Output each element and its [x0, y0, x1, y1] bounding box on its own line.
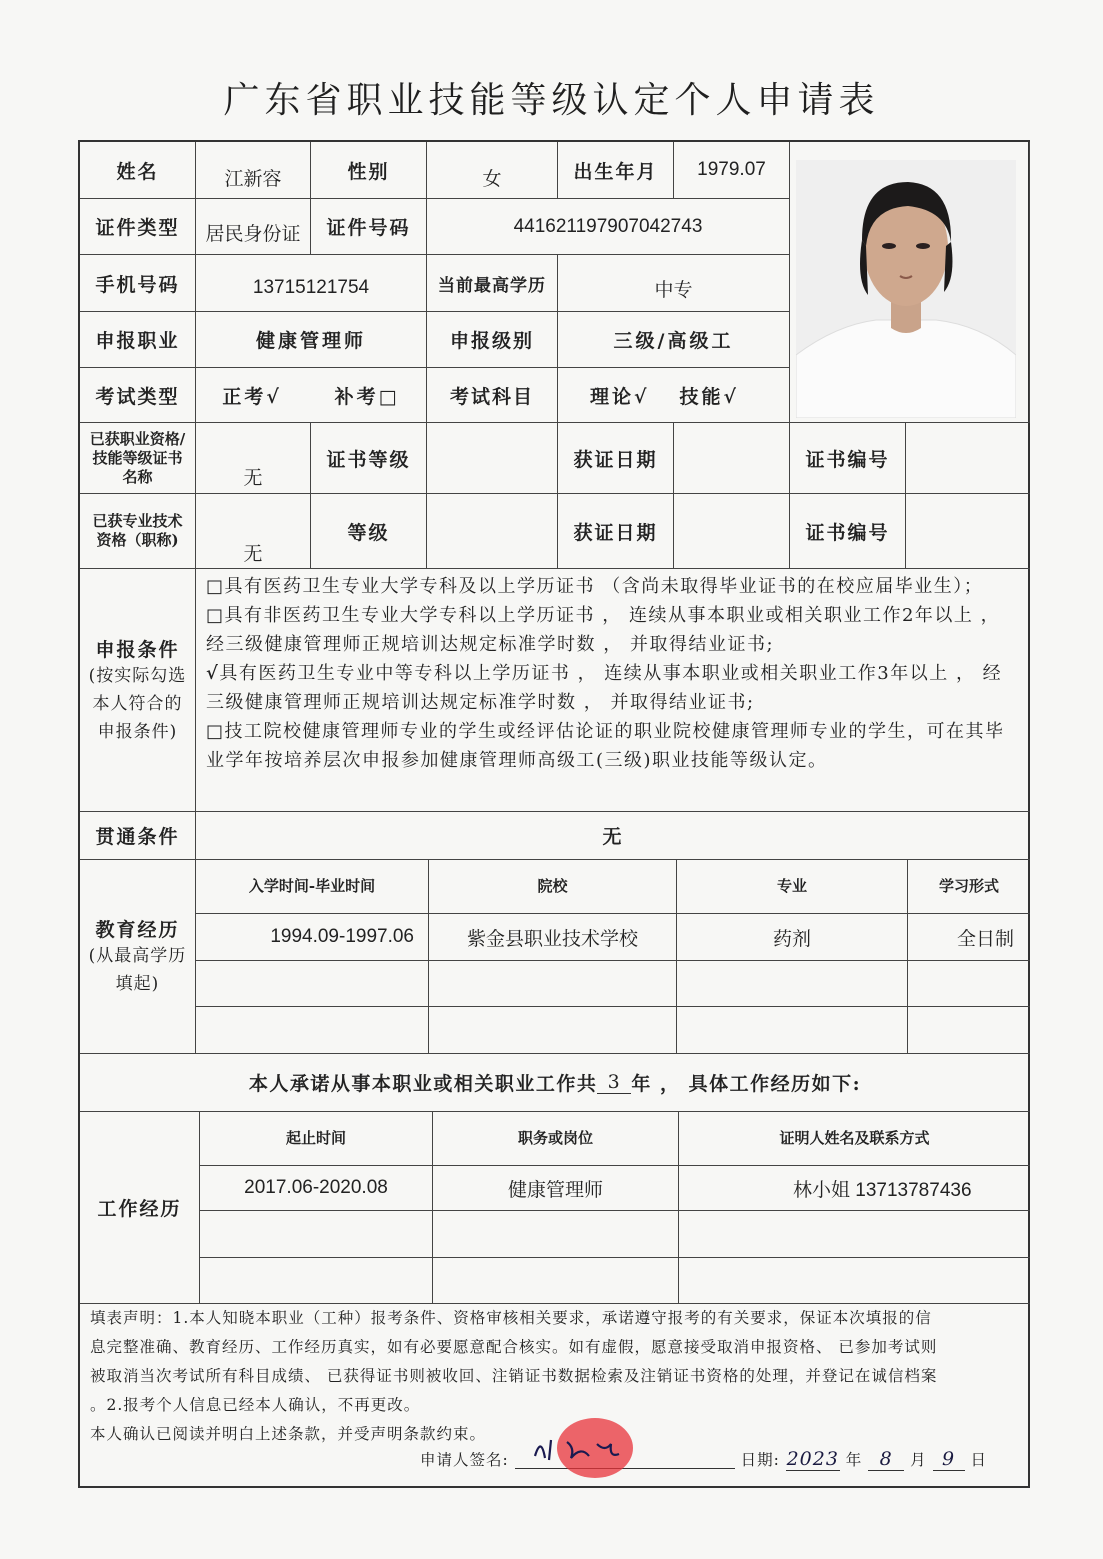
name-label: 姓名 — [80, 142, 196, 199]
edu-header-school: 院校 — [429, 860, 677, 914]
education-title: 教育经历 — [95, 919, 180, 941]
applicant-photo — [796, 160, 1016, 418]
id-type-value: 居民身份证 — [196, 199, 311, 255]
edu-row-2-school — [429, 961, 677, 1007]
edu-header-mode: 学习形式 — [908, 860, 1030, 914]
edu-header-period: 入学时间-毕业时间 — [196, 860, 429, 914]
conditions-label-cell — [80, 569, 196, 812]
edu-row-3-school — [429, 1007, 677, 1054]
declaration-line-1: 填表声明：1.本人知晓本职业（工种）报考条件、资格审核相关要求，承诺遵守报考的有关要求，保证本次填报的信 — [90, 1309, 932, 1327]
tech-level-label: 等级 — [311, 494, 427, 569]
work-row-1-position: 健康管理师 — [433, 1166, 679, 1211]
fingerprint-mark — [557, 1418, 633, 1478]
level-value: 三级/高级工 — [558, 312, 790, 368]
tech-no-value — [906, 494, 1030, 569]
conditions-note: (按实际勾选本人符合的申报条件) — [88, 665, 187, 742]
subject-skill-option: 技能√ — [679, 385, 739, 408]
edu-row-1-major: 药剂 — [677, 914, 908, 961]
condition-item-1: □具有医药卫生专业大学专科及以上学历证书 （含尚未取得毕业证书的在校应届毕业生）； — [206, 576, 984, 597]
exam-regular-option: 正考√ — [222, 385, 282, 408]
work-header-reference: 证明人姓名及联系方式 — [679, 1112, 1030, 1166]
cert-date-value — [674, 423, 790, 494]
id-type-label: 证件类型 — [80, 199, 196, 255]
date-label: 日期: — [740, 1451, 780, 1469]
education-value: 中专 — [558, 255, 790, 312]
sign-day[interactable]: 9 — [933, 1448, 965, 1471]
declaration-line-3: 被取消当次考试所有科目成绩、 已获得证书则被收回、注销证书数据检索及注销证书资格的处理，并登记在诚信档案 — [90, 1367, 938, 1385]
tech-date-value — [674, 494, 790, 569]
tech-level-value — [427, 494, 558, 569]
conditions-list — [196, 569, 1030, 812]
phone-label: 手机号码 — [80, 255, 196, 312]
edu-row-1-period: 1994.09-1997.06 — [196, 914, 429, 961]
sign-year[interactable]: 2023 — [786, 1448, 839, 1470]
declaration-line-4: 。2.报考个人信息已经本人确认，不再更改。 — [90, 1396, 421, 1414]
edu-row-1-mode: 全日制 — [908, 914, 1030, 961]
signature-handwriting — [515, 1418, 735, 1478]
through-label: 贯通条件 — [80, 812, 196, 860]
cert-no-label: 证书编号 — [790, 423, 906, 494]
cert-no-value — [906, 423, 1030, 494]
work-header-period: 起止时间 — [200, 1112, 433, 1166]
work-row-3-position — [433, 1258, 679, 1304]
work-row-2-position — [433, 1211, 679, 1258]
condition-item-2: □具有非医药卫生专业大学专科以上学历证书 ， 连续从事本职业或相关职业工作2年以上 ， 经三级健康管理师正规培训达规定标准学时数 ， 并取得结业证书; — [206, 605, 1001, 655]
exam-type-value — [196, 368, 427, 423]
work-row-2-reference — [679, 1211, 1030, 1258]
edu-row-2-mode — [908, 961, 1030, 1007]
occupation-value: 健康管理师 — [196, 312, 427, 368]
application-form — [78, 140, 1030, 1488]
form-title: 广东省职业技能等级认定个人申请表 — [223, 80, 880, 121]
cert-qual-label: 已获职业资格/技能等级证书名称 — [80, 423, 196, 494]
tech-qual-value: 无 — [196, 494, 311, 569]
level-label: 申报级别 — [427, 312, 558, 368]
condition-checkbox-1[interactable]: □ — [206, 576, 225, 597]
birth-label: 出生年月 — [558, 142, 674, 199]
work-row-2-period — [200, 1211, 433, 1258]
birth-value: 1979.07 — [674, 142, 790, 199]
tech-no-label: 证书编号 — [790, 494, 906, 569]
subject-theory-option: 理论√ — [590, 385, 650, 408]
cert-date-label: 获证日期 — [558, 423, 674, 494]
education-label: 当前最高学历 — [427, 255, 558, 312]
condition-checkbox-4[interactable]: □ — [206, 721, 225, 742]
edu-row-3-mode — [908, 1007, 1030, 1054]
edu-header-major: 专业 — [677, 860, 908, 914]
work-years: 3 — [597, 1071, 631, 1094]
id-number-value: 441621197907042743 — [427, 199, 790, 255]
edu-row-2-major — [677, 961, 908, 1007]
work-row-3-reference — [679, 1258, 1030, 1304]
exam-type-label: 考试类型 — [80, 368, 196, 423]
edu-row-3-major — [677, 1007, 908, 1054]
work-label: 工作经历 — [80, 1112, 200, 1304]
sign-month[interactable]: 8 — [868, 1448, 904, 1471]
edu-row-3-period — [196, 1007, 429, 1054]
exam-subject-value — [558, 368, 790, 423]
work-header-position: 职务或岗位 — [433, 1112, 679, 1166]
work-row-1-reference: 林小姐 13713787436 — [679, 1166, 1030, 1211]
cert-level-value — [427, 423, 558, 494]
cert-level-label: 证书等级 — [311, 423, 427, 494]
declaration-line-2: 息完整准确、教育经历、工作经历真实，如有必要愿意配合核实。如有虚假，愿意接受取消申报资格、 已参加考试则 — [90, 1338, 938, 1356]
id-number-label: 证件号码 — [311, 199, 427, 255]
through-value: 无 — [196, 812, 1030, 860]
condition-checkbox-3[interactable]: √ — [206, 663, 220, 684]
tech-date-label: 获证日期 — [558, 494, 674, 569]
work-row-1-period: 2017.06-2020.08 — [200, 1166, 433, 1211]
work-commitment: 本人承诺从事本职业或相关职业工作共 3 年 ， 具体工作经历如下: — [80, 1054, 1030, 1112]
gender-value: 女 — [427, 142, 558, 199]
occupation-label: 申报职业 — [80, 312, 196, 368]
phone-value: 13715121754 — [196, 255, 427, 312]
edu-row-1-school: 紫金县职业技术学校 — [429, 914, 677, 961]
cert-qual-value: 无 — [196, 423, 311, 494]
edu-row-2-period — [196, 961, 429, 1007]
condition-checkbox-2[interactable]: □ — [206, 605, 225, 626]
education-label-cell — [80, 860, 196, 1054]
name-value: 江新容 — [196, 142, 311, 199]
signature-area: 申请人签名: 日期: 2023 年 8 月 9 日 — [420, 1446, 987, 1471]
gender-label: 性别 — [311, 142, 427, 199]
tech-qual-label: 已获专业技术资格（职称) — [80, 494, 196, 569]
condition-item-4: □技工院校健康管理师专业的学生或经评估论证的职业院校健康管理师专业的学生，可在其毕业学年按培养层次申报参加健康管理师高级工(三级)职业技能等级认定。 — [206, 721, 1005, 771]
exam-makeup-option: 补考□ — [334, 385, 400, 408]
condition-item-3: √具有医药卫生专业中等专科以上学历证书 ， 连续从事本职业或相关职业工作3年以上 ， 经三级健康管理师正规培训达规定标准学时数 ， 并取得结业证书; — [206, 663, 1003, 713]
conditions-title: 申报条件 — [95, 638, 180, 661]
declaration-line-5: 本人确认已阅读并明白上述条款，并受声明条款约束。 — [90, 1425, 487, 1443]
education-note: (从最高学历填起) — [88, 946, 187, 994]
signature-label: 申请人签名: — [420, 1451, 509, 1469]
exam-subject-label: 考试科目 — [427, 368, 558, 423]
work-row-3-period — [200, 1258, 433, 1304]
signature-field[interactable] — [515, 1446, 735, 1469]
